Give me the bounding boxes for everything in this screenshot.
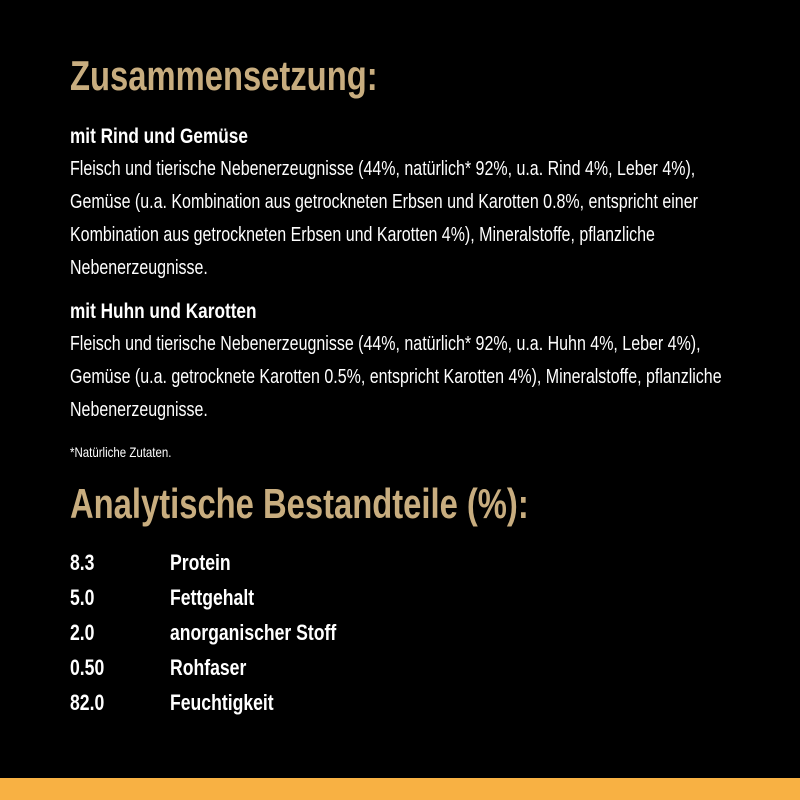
- bottom-accent-bar: [0, 778, 800, 800]
- analysis-label: Fettgehalt: [170, 585, 255, 610]
- analysis-value: 82.0: [70, 690, 105, 715]
- analysis-label: Protein: [170, 550, 231, 575]
- analysis-value: 0.50: [70, 655, 105, 680]
- analysis-value: 5.0: [70, 585, 95, 610]
- analysis-value: 8.3: [70, 550, 95, 575]
- analysis-label: anorganischer Stoff: [170, 620, 337, 645]
- variant-beef-text: Fleisch und tierische Nebenerzeugnisse (44%, natürlich* 92%, u.a. Rind 4%, Leber 4%), Gemüse (u.a. Kombination aus getrockneten Erbsen und Karotten 0.8%, entspricht einer Kombination aus getrockneten Erbsen und Karotten 4%), Mineralstoffe, pflanzliche Nebenerzeugnisse.: [70, 158, 698, 279]
- variant-beef-title: mit Rind und Gemüse: [70, 125, 248, 148]
- composition-title: Zusammensetzung:: [70, 52, 378, 99]
- analysis-label: Feuchtigkeit: [170, 690, 274, 715]
- variant-chicken-title: mit Huhn und Karotten: [70, 300, 257, 323]
- analysis-value: 2.0: [70, 620, 95, 645]
- analysis-label: Rohfaser: [170, 655, 247, 680]
- analysis-title: Analytische Bestandteile (%):: [70, 480, 529, 527]
- variant-chicken-text: Fleisch und tierische Nebenerzeugnisse (44%, natürlich* 92%, u.a. Huhn 4%, Leber 4%), Gemüse (u.a. getrocknete Karotten 0.5%, entspricht Karotten 4%), Mineralstoffe, pflanzliche Nebenerzeugnisse.: [70, 333, 722, 421]
- footnote: *Natürliche Zutaten.: [70, 444, 172, 460]
